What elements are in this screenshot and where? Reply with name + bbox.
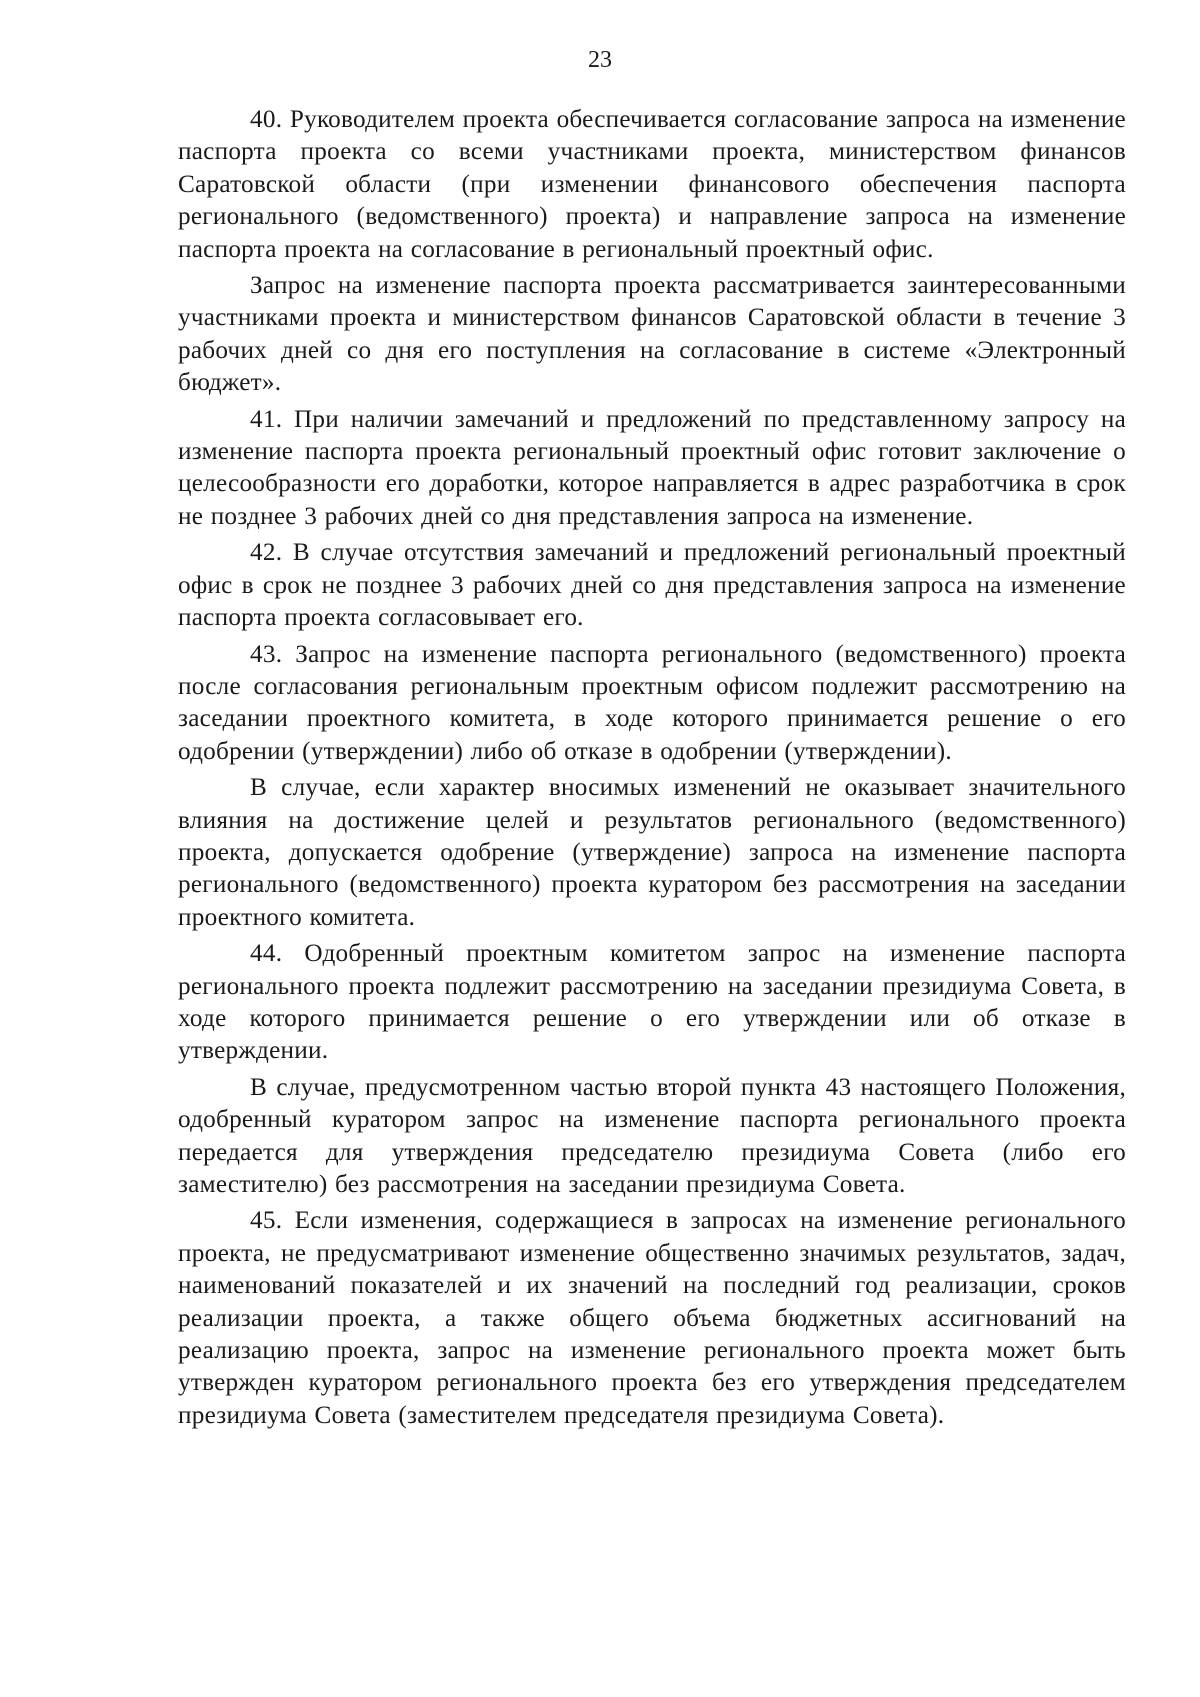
- paragraph-45: 45. Если изменения, содержащиеся в запросах на изменение регионального проекта, не предусматривают изменение общественно значимых результатов, задач, наименований показателей и их значений на последний год реализации, сроков реализации проекта, а также общего объема бюджетных ассигнований на реализацию проекта, запрос на изменение регионального проекта может быть утвержден куратором регионального проекта без его утверждения председателем президиума Совета (заместителем председателя президиума Совета).: [178, 1207, 1126, 1429]
- paragraph-43-continuation: В случае, если характер вносимых изменений не оказывает значительного влияния на достижение целей и результатов регионального (ведомственного) проекта, допускается одобрение (утверждение) запроса на изменение паспорта регионального (ведомственного) проекта куратором без рассмотрения на заседании проектного комитета.: [178, 774, 1126, 931]
- paragraph-41: 41. При наличии замечаний и предложений по представленному запросу на изменение паспорта проекта региональный проектный офис готовит заключение о целесообразности его доработки, которое направляется в адрес разработчика в срок не позднее 3 рабочих дней со дня представления запроса на изменение.: [178, 405, 1126, 530]
- paragraph-40-continuation: Запрос на изменение паспорта проекта рассматривается заинтересованными участниками проекта и министерством финансов Саратовской области в течение 3 рабочих дней со дня его поступления на согласование в системе «Электронный бюджет».: [178, 272, 1126, 397]
- document-body: [178, 104, 1126, 1436]
- paragraph-44-continuation: В случае, предусмотренном частью второй пункта 43 настоящего Положения, одобренный куратором запрос на изменение паспорта регионального проекта передается для утверждения председателю президиума Совета (либо его заместителю) без рассмотрения на заседании президиума Совета.: [178, 1073, 1126, 1198]
- paragraph-44: 44. Одобренный проектным комитетом запрос на изменение паспорта регионального проекта подлежит рассмотрению на заседании президиума Совета, в ходе которого принимается решение о его утверждении или об отказе в утверждении.: [178, 940, 1126, 1065]
- paragraph-40: 40. Руководителем проекта обеспечивается согласование запроса на изменение паспорта проекта со всеми участниками проекта, министерством финансов Саратовской области (при изменении финансового обеспечения паспорта регионального (ведомственного) проекта) и направление запроса на изменение паспорта проекта на согласование в региональный проектный офис.: [178, 106, 1126, 263]
- paragraph-42: 42. В случае отсутствия замечаний и предложений региональный проектный офис в срок не позднее 3 рабочих дней со дня представления запроса на изменение паспорта проекта согласовывает его.: [178, 539, 1126, 632]
- paragraph-43: 43. Запрос на изменение паспорта регионального (ведомственного) проекта после согласования региональным проектным офисом подлежит рассмотрению на заседании проектного комитета, в ходе которого принимается решение о его одобрении (утверждении) либо об отказе в одобрении (утверждении).: [178, 640, 1126, 765]
- page-number: 23: [588, 47, 612, 73]
